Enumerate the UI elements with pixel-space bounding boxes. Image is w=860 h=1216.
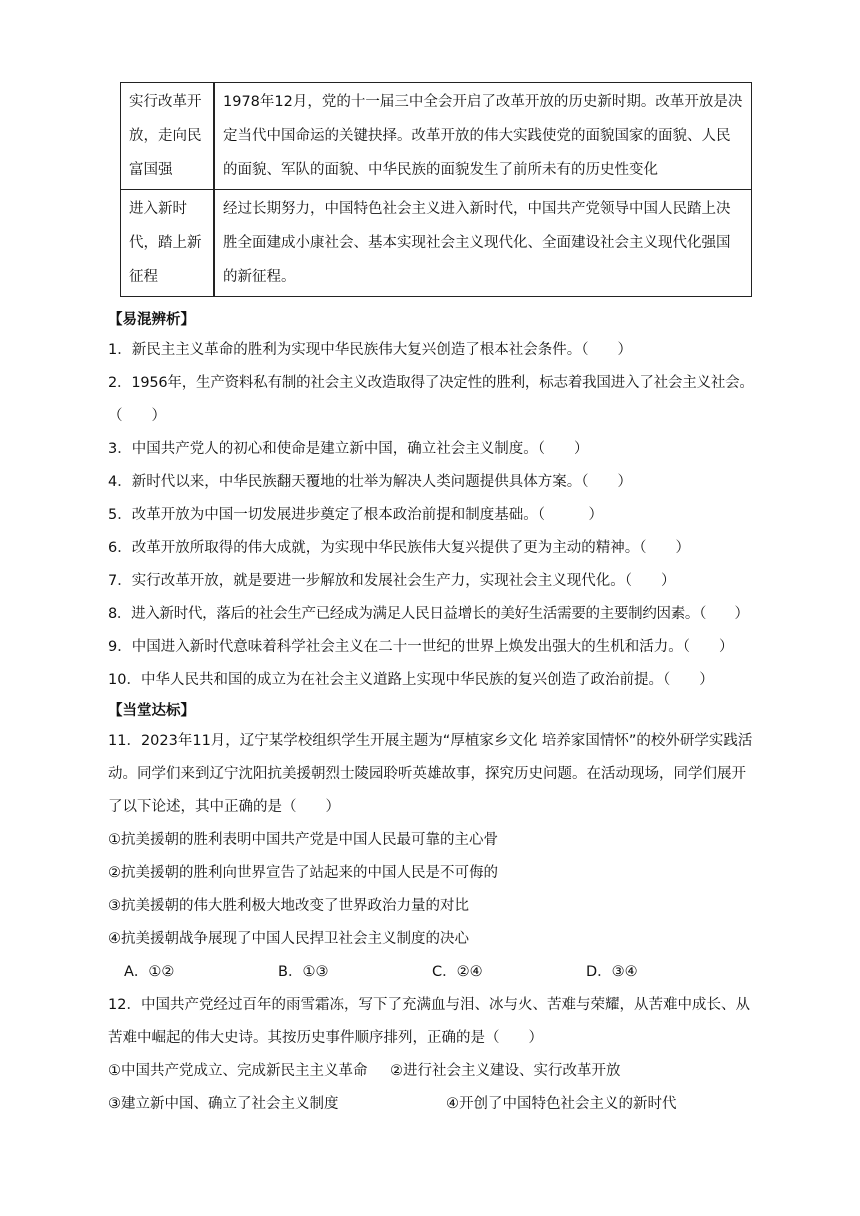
table-row-text: 1978年12月，党的十一届三中全会开启了改革开放的历史新时期。改革开放是决定当代中国命运的关键抉择。改革开放的伟大实践使党的面貌国家的面貌、人民的面貌、军队的面貌、中华民族的面貌发生了前所未有的历史性变化 <box>214 83 752 190</box>
question-12-stem: 12．中国共产党经过百年的雨雪霜冻，写下了充满血与泪、冰与火、苦难与荣耀，从苦难中成长、从苦难中崛起的伟大史诗。其按历史事件顺序排列，正确的是（ ） <box>108 997 750 1046</box>
option-d[interactable]: D．③④ <box>586 964 638 980</box>
option-a[interactable]: A．①② <box>124 964 175 980</box>
judgment-item: 9．中国进入新时代意味着科学社会主义在二十一世纪的世界上焕发出强大的生机和活力。（ ） <box>108 639 734 655</box>
judgment-item: 5．改革开放为中国一切发展进步奠定了根本政治前提和制度基础。（ ） <box>108 507 603 523</box>
judgment-item: 8．进入新时代，落后的社会生产已经成为满足人民日益增长的美好生活需要的主要制约因素。（ ） <box>108 606 749 622</box>
judgment-item: 10．中华人民共和国的成立为在社会主义道路上实现中华民族的复兴创造了政治前提。（ ） <box>108 672 714 688</box>
question-11-statement: ②抗美援朝的胜利向世界宣告了站起来的中国人民是不可侮的 <box>108 865 498 881</box>
question-11-stem: 11．2023年11月，辽宁某学校组织学生开展主题为“厚植家乡文化 培养家国情怀”的校外研学实践活动。同学们来到辽宁沈阳抗美援朝烈士陵园聆听英雄故事，探究历史问题。在活动现场，同学们展开了以下论述，其中正确的是（ ） <box>108 733 753 815</box>
table-row-key: 进入新时代，踏上新征程 <box>121 190 215 297</box>
judgment-item: 6．改革开放所取得的伟大成就，为实现中华民族伟大复兴提供了更为主动的精神。（ ） <box>108 540 690 556</box>
option-c[interactable]: C．②④ <box>432 964 483 980</box>
question-11-statement: ③抗美援朝的伟大胜利极大地改变了世界政治力量的对比 <box>108 898 469 914</box>
question-12-statement-row <box>108 1055 754 1088</box>
judgment-item: 1．新民主主义革命的胜利为实现中华民族伟大复兴创造了根本社会条件。（ ） <box>108 342 632 358</box>
table-row <box>121 190 752 297</box>
history-table <box>120 82 752 297</box>
table-row-key: 实行改革开放，走向民富国强 <box>121 83 215 190</box>
section-heading-confusion: 【易混辨析】 <box>108 312 195 328</box>
section-heading-practice: 【当堂达标】 <box>108 703 195 719</box>
question-body <box>108 306 754 1121</box>
question-12-statement: ②进行社会主义建设、实行改革开放 <box>390 1063 621 1079</box>
judgment-item: 2．1956年，生产资料私有制的社会主义改造取得了决定性的胜利，标志着我国进入了社会主义社会。 <box>108 375 754 391</box>
judgment-item: 4．新时代以来，中华民族翻天覆地的壮举为解决人类问题提供具体方案。（ ） <box>108 474 632 490</box>
question-12-statement-row <box>108 1088 754 1121</box>
question-12-statement: ④开创了中国特色社会主义的新时代 <box>446 1096 677 1112</box>
option-b[interactable]: B．①③ <box>278 964 329 980</box>
judgment-item: （ ） <box>108 408 166 424</box>
question-11-options <box>108 956 754 989</box>
question-11-statement: ①抗美援朝的胜利表明中国共产党是中国人民最可靠的主心骨 <box>108 832 498 848</box>
judgment-item: 7．实行改革开放，就是要进一步解放和发展社会生产力，实现社会主义现代化。（ ） <box>108 573 676 589</box>
question-12-statement: ③建立新中国、确立了社会主义制度 <box>108 1096 339 1112</box>
question-12-statement: ①中国共产党成立、完成新民主主义革命 <box>108 1063 368 1079</box>
question-11-statement: ④抗美援朝战争展现了中国人民捍卫社会主义制度的决心 <box>108 931 469 947</box>
judgment-item: 3．中国共产党人的初心和使命是建立新中国，确立社会主义制度。（ ） <box>108 441 589 457</box>
table-row <box>121 83 752 190</box>
table-row-text: 经过长期努力，中国特色社会主义进入新时代，中国共产党领导中国人民踏上决胜全面建成小康社会、基本实现社会主义现代化、全面建设社会主义现代化强国的新征程。 <box>214 190 752 297</box>
